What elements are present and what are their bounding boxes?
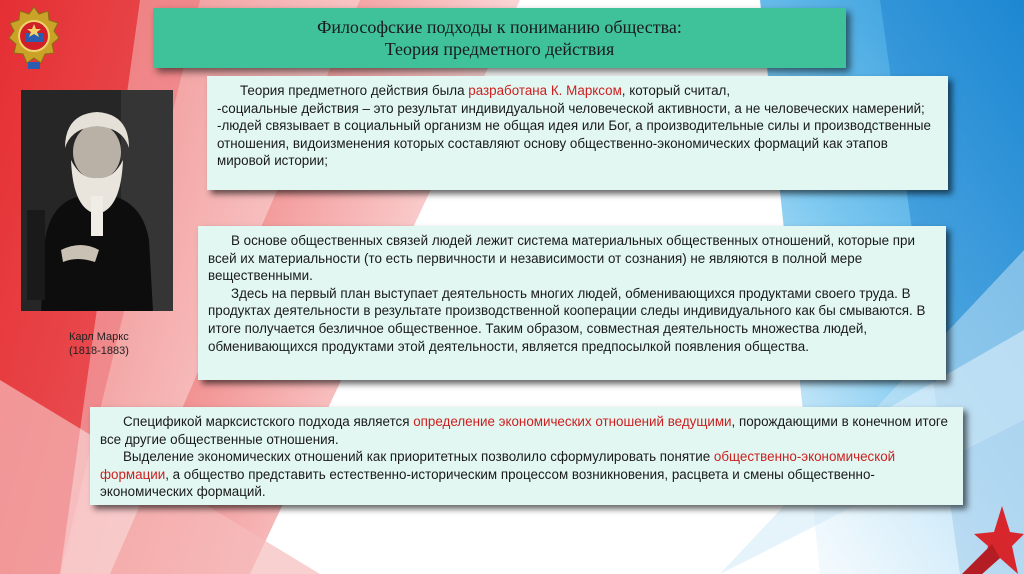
box3-p2-prefix: Выделение экономических отношений как приоритетных позволило сформулировать понятие bbox=[123, 449, 714, 465]
star-logo-icon bbox=[962, 504, 1024, 574]
box1-intro-highlight: разработана К. Марксом bbox=[468, 83, 622, 98]
box1-intro-suffix: , который считал, bbox=[621, 83, 731, 98]
box3-paragraph-2 bbox=[100, 448, 955, 501]
box3-p2-highlight: общественно-экономической формации bbox=[100, 449, 896, 482]
box3-p1-highlight: определение экономических отношений ведущими bbox=[413, 414, 732, 429]
portrait-figure-icon bbox=[21, 90, 173, 311]
portrait-photo bbox=[21, 90, 173, 311]
title-line-2: Теория предметного действия bbox=[384, 39, 615, 59]
marxist-specifics-box bbox=[90, 407, 963, 505]
emblem-icon bbox=[8, 6, 60, 70]
caption-years: (1818-1883) bbox=[69, 345, 129, 357]
box3-p1-prefix: Спецификой марксистского подхода является bbox=[123, 414, 414, 429]
box1-intro-prefix: Теория предметного действия была bbox=[240, 83, 469, 98]
box3-p2-suffix: , а общество представить естественно-историческим процессом возникновения, расцвета и смены общественно-экономических формаций. bbox=[100, 466, 875, 500]
box1-point-2: -людей связывает в социальный организм не общая идея или Бог, а производительные силы и производственные отношения, видоизменения которых составляют основу общественно-экономических формаций как этапов мировой истории; bbox=[217, 118, 931, 169]
box3-paragraph-1 bbox=[100, 413, 955, 448]
box2-paragraph-1: В основе общественных связей людей лежит система материальных общественных отношений, которые при всей их материальности (то есть первичности и независимости от сознания) не являются в полной мере вещественными. bbox=[208, 233, 915, 284]
slide-title bbox=[153, 8, 846, 68]
portrait-caption bbox=[69, 330, 129, 358]
box2-paragraph-2: Здесь на первый план выступает деятельность многих людей, обменивающихся продуктами своего труда. В продуктах деятельности в результате производственной кооперации следы индивидуального как бы смываются. В итоге получается безличное общественное. Таким образом, совместная деятельность множества людей, обменивающихся продуктами этой деятельности, является предпосылкой появления общества. bbox=[208, 285, 926, 354]
box1-point-1: -социальные действия – это результат индивидуальной человеческой активности, а не человеческих намерений; bbox=[217, 100, 925, 116]
box1-intro bbox=[217, 82, 940, 100]
theory-description-box bbox=[207, 76, 948, 190]
box3-p1-suffix: , порождающими в конечном итоге все другие общественные отношения. bbox=[100, 414, 948, 447]
title-line-1: Философские подходы к пониманию общества: bbox=[317, 17, 682, 37]
caption-name: Карл Маркс bbox=[69, 331, 129, 343]
social-relations-box bbox=[198, 226, 946, 380]
